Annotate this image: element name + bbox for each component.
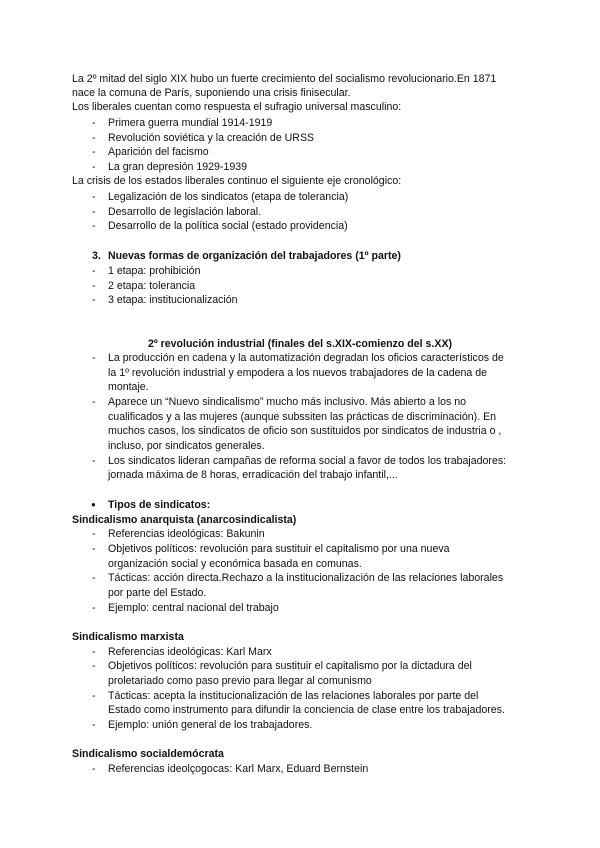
section-title: Nuevas formas de organización del trabajadores (1º parte) <box>108 250 401 262</box>
list-item-line: Los sindicatos lideran campañas de reforma social a favor de todos los trabajadores: <box>108 455 507 467</box>
list-item: Revolución soviética y la creación de URSS <box>108 132 315 144</box>
list-dash: - <box>92 690 96 702</box>
socialdemocrata-title: Sindicalismo socialdemócrata <box>72 748 224 760</box>
list-dash: - <box>92 396 96 408</box>
list-item-line: Aparece un “Nuevo sindicalismo” mucho más inclusivo. Más abierto a los no <box>108 396 466 408</box>
list-item: Desarrollo de legislación laboral. <box>108 206 262 218</box>
list-dash: - <box>92 602 96 614</box>
list-item: Desarrollo de la política social (estado providencia) <box>108 220 348 232</box>
list-item: La gran depresión 1929-1939 <box>108 161 248 173</box>
intro-line-3: Los liberales cuentan como respuesta el sufragio universal masculino: <box>72 101 402 113</box>
marxista-title: Sindicalismo marxista <box>72 631 184 643</box>
list-item-line: Estado como instrumento para difundir la conciencia de clase entre los trabajadores. <box>108 704 505 716</box>
list-dash: - <box>92 528 96 540</box>
list-dash: - <box>92 646 96 658</box>
list-item-line: Ejemplo: central nacional del trabajo <box>108 602 279 614</box>
list-item-line: jornada máxima de 8 horas, erradicación del trabajo infantil,... <box>108 469 398 481</box>
list-item-line: Objetivos políticos: revolución para sustituir el capitalismo por la dictadura del <box>108 660 472 672</box>
bullet-icon: ● <box>91 500 96 509</box>
list-item-line: Referencias ideológicas: Karl Marx <box>108 646 272 658</box>
list-dash: - <box>92 543 96 555</box>
tipos-title: Tipos de sindicatos: <box>108 499 211 511</box>
list-dash: - <box>92 132 96 144</box>
list-item-line: Tácticas: acción directa.Rechazo a la institucionalización de las relaciones laborales <box>108 572 504 584</box>
list-item: 2 etapa: tolerancia <box>108 280 196 292</box>
list-item-line: Objetivos políticos: revolución para sustituir el capitalismo por una nueva <box>108 543 450 555</box>
list-dash: - <box>92 117 96 129</box>
list-item-line: montaje. <box>108 381 149 393</box>
list-item-line: Referencias ideolçogocas: Karl Marx, Eduard Bernstein <box>108 763 369 775</box>
list-dash: - <box>92 280 96 292</box>
list-item-line: organización social y económica basada en comunas. <box>108 558 362 570</box>
list-item: 1 etapa: prohibición <box>108 265 201 277</box>
intro-line-4: La crisis de los estados liberales continuo el siguiente eje cronológico: <box>72 175 402 187</box>
list-dash: - <box>92 191 96 203</box>
list-item-line: por parte del Estado. <box>108 587 207 599</box>
intro-line-2: nace la comuna de París, suponiendo una crisis finisecular. <box>72 87 351 99</box>
list-dash: - <box>92 206 96 218</box>
revolution-title: 2º revolución industrial (finales del s.XIX-comienzo del s.XX) <box>147 338 453 350</box>
list-dash: - <box>92 146 96 158</box>
list-item-line: cualificados y a las mujeres (aunque subssiten las prácticas de discriminación). En <box>108 411 497 423</box>
section-number: 3. <box>92 250 101 262</box>
list-dash: - <box>92 352 96 364</box>
list-item: Primera guerra mundial 1914-1919 <box>108 117 273 129</box>
list-item-line: Ejemplo: unión general de los trabajadores. <box>108 719 313 731</box>
list-item-line: La producción en cadena y la automatización degradan los oficios característicos de <box>108 352 504 364</box>
anarquista-title: Sindicalismo anarquista (anarcosindicalista) <box>72 514 297 526</box>
list-dash: - <box>92 719 96 731</box>
list-item-line: Tácticas: acepta la institucionalización de las relaciones laborales por parte del <box>108 690 479 702</box>
list-dash: - <box>92 572 96 584</box>
list-item-line: la 1º revolución industrial y empodera a los nuevos trabajadores de la cadena de <box>108 367 488 379</box>
list-item-line: Referencias ideológicas: Bakunin <box>108 528 265 540</box>
list-item: Legalización de los sindicatos (etapa de tolerancia) <box>108 191 349 203</box>
intro-line-1: La 2º mitad del siglo XIX hubo un fuerte crecimiento del socialismo revolucionario.En 1871 <box>72 73 497 85</box>
list-item-line: proletariado como paso previo para llegar al comunismo <box>108 675 372 687</box>
list-dash: - <box>92 455 96 467</box>
list-dash: - <box>92 660 96 672</box>
list-item: 3 etapa: institucionalización <box>108 294 238 306</box>
list-item-line: muchos casos, los sindicatos de oficio son sustituidos por sindicatos de industria o , <box>108 425 502 437</box>
list-dash: - <box>92 265 96 277</box>
list-item: Aparición del facismo <box>108 146 209 158</box>
list-dash: - <box>92 763 96 775</box>
list-dash: - <box>92 220 96 232</box>
list-dash: - <box>92 294 96 306</box>
list-dash: - <box>92 161 96 173</box>
list-item-line: incluso, por sindicatos generales. <box>108 440 265 452</box>
